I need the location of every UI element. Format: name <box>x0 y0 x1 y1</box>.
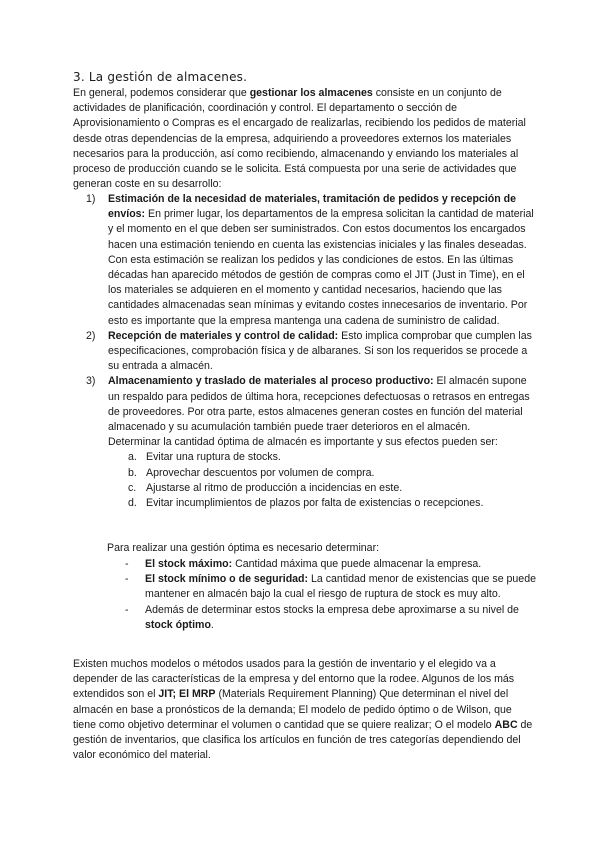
list-item-text: Ajustarse al ritmo de producción a incidencias en este. <box>146 481 403 494</box>
list-letter: d. <box>128 497 137 510</box>
list-item <box>128 466 536 481</box>
list-item <box>86 329 536 375</box>
numbered-list <box>86 192 536 511</box>
intro-paragraph <box>73 86 533 192</box>
effects-list <box>128 450 536 511</box>
list-letter: b. <box>128 466 137 479</box>
list-number: 1) <box>86 193 96 205</box>
closing-text-2: (Materials Requirement Planning) Que determinan el nivel del almacén en base a pronósticos de la demanda; El modelo de pedido óptimo o de Wilson, que tiene como objetivo determinar el volumen o cantidad que se quiere realizar; O el modelo <box>73 688 512 731</box>
stock-desc-end: . <box>210 618 214 631</box>
closing-text-1: Existen muchos modelos o métodos usados para la gestión de inventario y el elegido va a depender de las características de la empresa y del entorno que la rodee. Algunos de los más extendidos son el <box>73 658 515 701</box>
optimal-lead: Para realizar una gestión óptima es necesario determinar: <box>107 542 380 554</box>
stock-term: El stock mínimo o de seguridad: <box>145 573 309 586</box>
list-item <box>86 374 536 511</box>
intro-text-2: consiste en un conjunto de actividades de planificación, coordinación y control. El departamento o sección de Aprovisionamiento o Compras es el encargado de realizarlas, recibiendo los pedidos de material desde otras dependencias de la empresa, adquiriendo a proveedores externos los materiales necesarios para la producción, así como recibiendo, almacenando y enviando los materiales al proceso de producción cuando se le solicita. Está compuesta por una serie de actividades que generan coste en su desarrollo: <box>73 87 526 191</box>
dash-marker: - <box>125 603 129 616</box>
step-heading: Recepción de materiales y control de calidad: <box>108 329 339 342</box>
stock-desc: La cantidad menor de existencias que se puede mantener en almacén bajo la cual el riesgo de ruptura de stock es muy alto. <box>145 573 536 601</box>
closing-bold-1: JIT; El MRP <box>158 688 216 701</box>
list-number: 2) <box>86 329 96 342</box>
closing-paragraph <box>73 657 535 763</box>
stock-term: El stock máximo: <box>145 558 233 570</box>
list-number: 3) <box>86 375 96 388</box>
step-heading: Almacenamiento y traslado de materiales al proceso productivo: <box>108 375 434 388</box>
intro-text-1: En general, podemos considerar que <box>73 87 250 99</box>
stock-term: stock óptimo <box>145 618 211 631</box>
list-item <box>128 481 536 496</box>
list-item <box>107 572 537 602</box>
step-text: El almacén supone un respaldo para pedidos de última hora, recepciones defectuosas o retrasos en entregas de proveedores. Por otra parte, estos almacenes generan costes en función del material almacenado y su acumulación también puede traer deterioros en el almacén. <box>108 375 530 434</box>
list-item <box>107 603 537 633</box>
step-text: En primer lugar, los departamentos de la empresa solicitan la cantidad de material y el momento en el que deben ser suministrados. Con estos documentos los encargados hacen una estimación teniendo en cuenta las existencias iniciales y las finales deseadas. Con esta estimación se realizan los pedidos y las condiciones de estos. En las últimas décadas han aparecido métodos de gestión de compras como el JIT (Just in Time), en el los materiales se adquieren en el momento y cantidad necesarios, haciendo que las cantidades almacenadas sean mínimas y evitando costes innecesarios de inventario. Por esto es importante que la empresa mantenga una cadena de suministro de calidad. <box>108 208 534 327</box>
list-item <box>107 557 537 572</box>
effects-lead: Determinar la cantidad óptima de almacén es importante y sus efectos pueden ser: <box>108 436 498 449</box>
list-item <box>86 192 536 329</box>
closing-text-3: de gestión de inventarios, que clasifica los artículos en función de tres categorías dependiendo del valor económico del material. <box>73 718 533 762</box>
dash-marker: - <box>125 573 129 586</box>
closing-bold-2: ABC <box>494 718 518 731</box>
list-letter: a. <box>128 451 137 464</box>
list-item <box>128 450 536 465</box>
step-text: Esto implica comprobar que cumplen las especificaciones, comprobación física y de albaranes. Si son los requeridos se procede a su entrada a almacén. <box>108 329 532 373</box>
dash-marker: - <box>125 558 129 570</box>
list-item-text: Aprovechar descuentos por volumen de compra. <box>146 466 375 479</box>
stock-list <box>107 557 537 633</box>
intro-bold: gestionar los almacenes <box>249 87 373 99</box>
step-heading: Estimación de la necesidad de materiales, tramitación de pedidos y recepción de envíos: <box>108 193 517 221</box>
section-title: 3. La gestión de almacenes. <box>73 70 248 84</box>
stock-desc: Además de determinar estos stocks la empresa debe aproximarse a su nivel de <box>145 603 519 616</box>
list-item-text: Evitar una ruptura de stocks. <box>146 451 281 464</box>
list-item-text: Evitar incumplimientos de plazos por falta de existencias o recepciones. <box>146 497 484 510</box>
list-letter: c. <box>128 481 137 494</box>
stock-desc: Cantidad máxima que puede almacenar la empresa. <box>232 558 482 570</box>
list-item <box>128 496 536 511</box>
